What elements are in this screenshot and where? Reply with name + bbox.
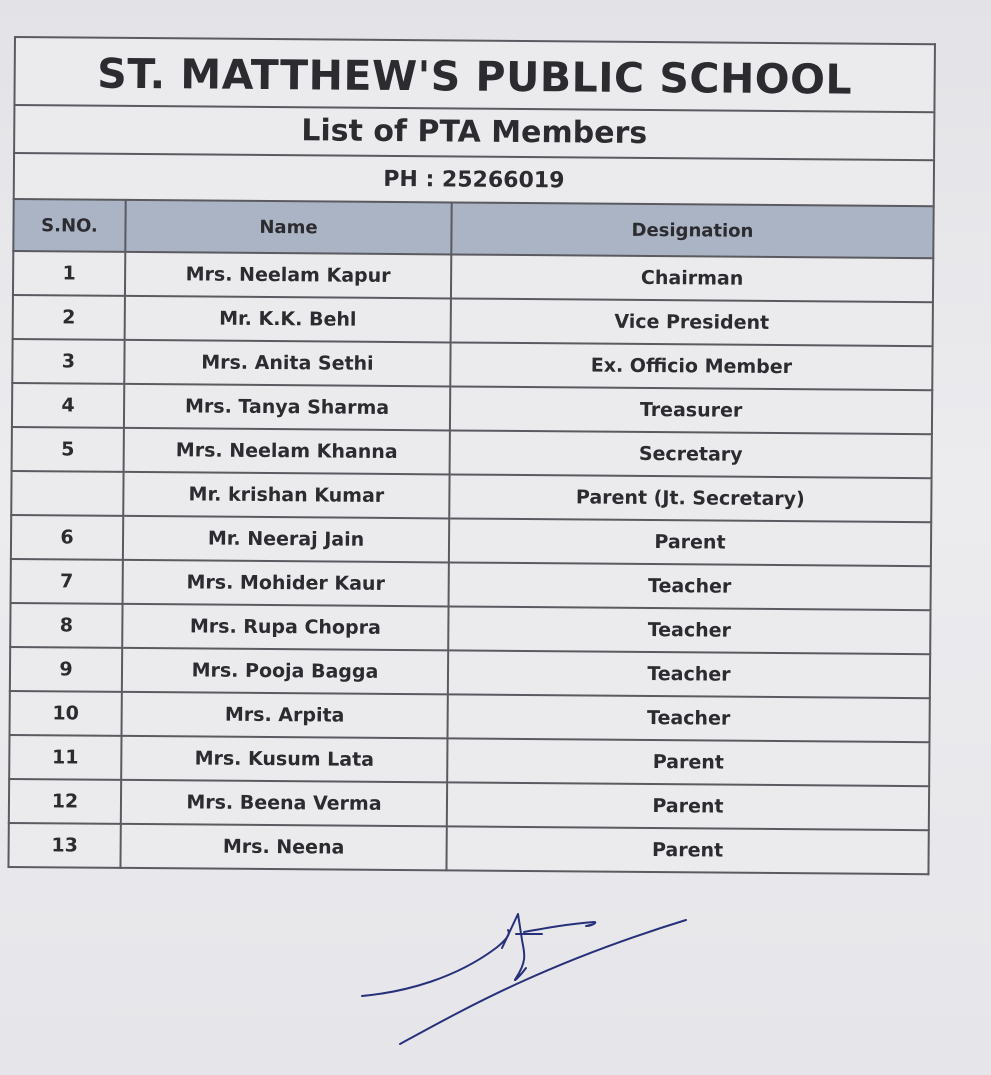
cell-designation: Secretary [450,430,932,478]
cell-designation: Parent (Jt. Secretary) [449,474,931,522]
table-row [13,251,933,302]
cell-sno: 13 [8,823,120,868]
cell-designation: Teacher [448,606,930,654]
table-row [12,383,932,434]
list-title: List of PTA Members [301,113,648,151]
cell-designation: Ex. Officio Member [450,342,932,390]
cell-name: Mr. krishan Kumar [123,472,449,519]
cell-designation: Teacher [449,562,931,610]
table-row [11,471,931,522]
table-row [10,647,930,698]
phone-number: PH : 25266019 [383,166,565,194]
cell-name: Mrs. Neelam Kapur [125,252,451,299]
signature [356,908,696,1058]
table-header-row [13,199,933,258]
pta-document [7,36,936,875]
cell-designation: Vice President [451,298,933,346]
school-name: ST. MATTHEW'S PUBLIC SCHOOL [97,49,853,104]
cell-name: Mrs. Neelam Khanna [124,428,450,475]
cell-designation: Parent [447,782,929,830]
cell-sno: 12 [9,779,121,824]
cell-name: Mrs. Neena [120,824,446,871]
cell-sno: 11 [9,735,121,780]
table-row [12,427,932,478]
table-row [11,559,931,610]
cell-designation: Parent [446,826,928,874]
table-row [9,779,929,830]
table-row [13,295,933,346]
cell-sno: 10 [10,691,122,736]
list-title-row [13,104,935,159]
cell-name: Mrs. Pooja Bagga [122,648,448,695]
cell-sno [11,471,123,516]
cell-name: Mrs. Beena Verma [121,780,447,827]
phone-row [13,152,935,205]
cell-name: Mrs. Tanya Sharma [124,384,450,431]
column-header-designation: Designation [451,202,933,258]
cell-designation: Teacher [447,694,929,742]
cell-name: Mrs. Anita Sethi [124,340,450,387]
cell-name: Mr. Neeraj Jain [123,516,449,563]
cell-designation: Chairman [451,254,933,302]
table-row [10,603,930,654]
cell-name: Mrs. Arpita [122,692,448,739]
cell-designation: Parent [447,738,929,786]
table-row [11,515,931,566]
cell-sno: 7 [11,559,123,604]
cell-sno: 9 [10,647,122,692]
cell-name: Mrs. Rupa Chopra [122,604,448,651]
cell-sno: 3 [12,339,124,384]
table-row [9,735,929,786]
column-header-sno: S.NO. [13,199,125,252]
school-name-row [13,36,936,111]
cell-designation: Parent [449,518,931,566]
cell-sno: 6 [11,515,123,560]
cell-name: Mrs. Mohider Kaur [123,560,449,607]
members-table [7,198,934,875]
cell-designation: Teacher [448,650,930,698]
cell-name: Mrs. Kusum Lata [121,736,447,783]
cell-sno: 2 [13,295,125,340]
cell-sno: 8 [10,603,122,648]
cell-sno: 4 [12,383,124,428]
cell-designation: Treasurer [450,386,932,434]
cell-name: Mr. K.K. Behl [125,296,451,343]
table-row [10,691,930,742]
table-row [8,823,928,874]
cell-sno: 5 [12,427,124,472]
column-header-name: Name [125,200,451,255]
cell-sno: 1 [13,251,125,296]
table-row [12,339,932,390]
